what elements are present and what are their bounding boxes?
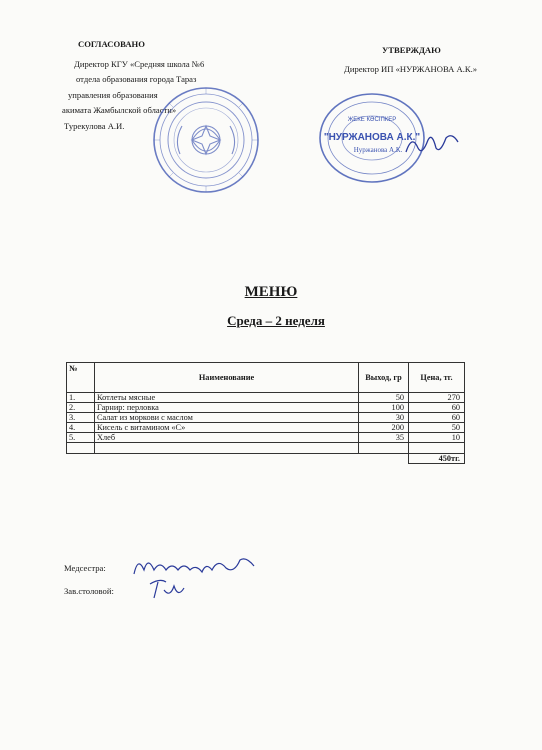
menu-subtitle: Среда – 2 неделя [227, 313, 325, 328]
table-header-row [67, 363, 465, 393]
cell-output: 35 [359, 433, 409, 443]
cell-output: 200 [359, 423, 409, 433]
header-price: Цена, тг. [409, 363, 465, 393]
stamp-caption: Нуржанова А.К. [353, 146, 403, 154]
canteen-label: Зав.столовой: [64, 586, 114, 596]
header-name: Наименование [95, 363, 359, 393]
cell-name: Котлеты мясные [95, 393, 359, 403]
cell-num: 1. [67, 393, 95, 403]
round-seal-left [150, 84, 262, 196]
cell-num: 5. [67, 433, 95, 443]
cell-name: Салат из моркови с маслом [95, 413, 359, 423]
canteen-signature [146, 576, 190, 602]
menu-title: МЕНЮ [244, 284, 298, 300]
cell-price: 50 [409, 423, 465, 433]
approval-left-title: СОГЛАСОВАНО [78, 39, 145, 49]
header-output: Выход, гр [359, 363, 409, 393]
approval-block-right [320, 46, 520, 73]
approval-left-line: управления образования [68, 89, 158, 100]
cell-price: 10 [409, 433, 465, 443]
table-row [67, 433, 465, 443]
cell-num: 2. [67, 403, 95, 413]
cell-output: 30 [359, 413, 409, 423]
approval-left-line: Директор КГУ «Средняя школа №6 [74, 58, 205, 69]
director-signature [402, 130, 462, 160]
total-price: 450тг. [409, 454, 465, 464]
cell-name: Кисель с витамином «С» [95, 423, 359, 433]
cell-price: 270 [409, 393, 465, 403]
stamp-name: "НУРЖАНОВА А.К." [323, 132, 421, 143]
table-row [67, 423, 465, 433]
approval-right-line: Директор ИП «НУРЖАНОВА А.К.» [344, 63, 478, 74]
cell-output: 50 [359, 393, 409, 403]
cell-name: Хлеб [95, 433, 359, 443]
approval-right-title: УТВЕРЖДАЮ [382, 45, 441, 55]
table-row [67, 393, 465, 403]
table-total-row [67, 454, 465, 464]
table-row-blank [67, 443, 465, 454]
cell-num: 4. [67, 423, 95, 433]
cell-output: 100 [359, 403, 409, 413]
cell-num: 3. [67, 413, 95, 423]
table-row [67, 403, 465, 413]
stamp-top-text: ЖЕКЕ КӘСІПКЕР [347, 117, 397, 123]
approval-left-line: отдела образования города Тараз [76, 74, 197, 85]
cell-price: 60 [409, 413, 465, 423]
table-row [67, 413, 465, 423]
menu-table [66, 362, 465, 464]
header-num: № [67, 363, 95, 393]
nurse-label: Медсестра: [64, 563, 106, 573]
approval-left-line: акимата Жамбылской области» [62, 105, 177, 116]
cell-name: Гарнир: перловка [95, 403, 359, 413]
cell-price: 60 [409, 403, 465, 413]
approval-left-line: Турекулова А.И. [64, 120, 125, 131]
